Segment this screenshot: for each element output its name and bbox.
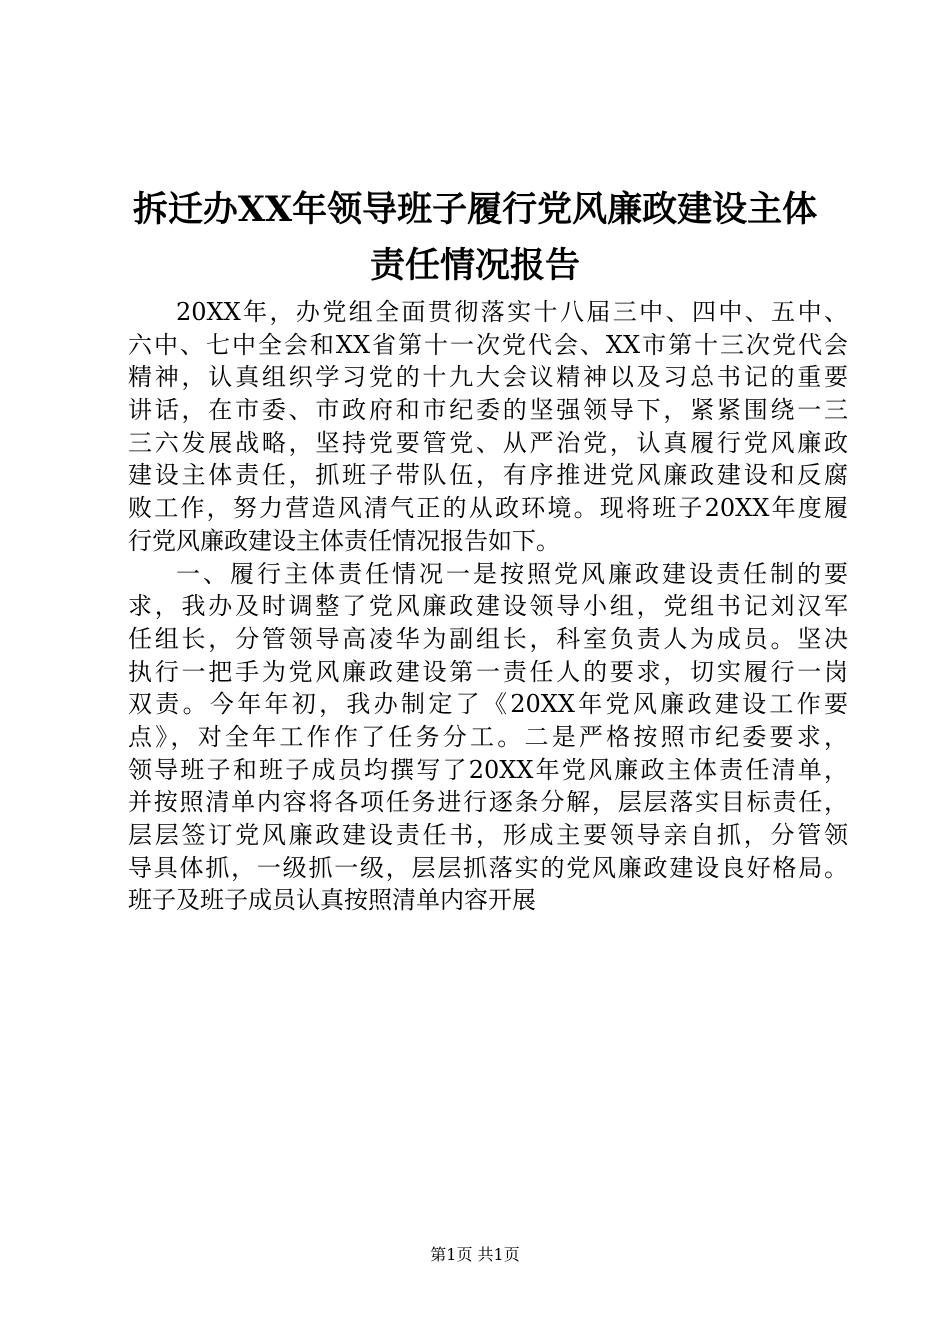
paragraph-line: 行党风廉政建设主体责任情况报告如下。 <box>128 526 560 555</box>
paragraph-line: 精神，认真组织学习党的十九大会议精神以及习总书记的重要 <box>128 363 848 392</box>
document-title-line-2: 责任情况报告 <box>369 245 580 286</box>
paragraph-line: 任组长，分管领导高凌华为副组长，科室负责人为成员。坚决 <box>128 624 848 653</box>
paragraph-line: 求，我办及时调整了党风廉政建设领导小组，党组书记刘汉军 <box>128 592 848 621</box>
paragraph-line: 执行一把手为党风廉政建设第一责任人的要求，切实履行一岗 <box>128 657 848 686</box>
paragraph-line: 层层签订党风廉政建设责任书，形成主要领导亲自抓，分管领 <box>128 821 848 849</box>
paragraph-line: 领导班子和班子成员均撰写了20XX年党风廉政主体责任清单， <box>128 755 848 784</box>
document-title-line-1: 拆迁办XX年领导班子履行党风廉政建设主体 <box>132 189 818 230</box>
paragraph-line: 导具体抓，一级抓一级，层层抓落实的党风廉政建设良好格局。 <box>128 853 848 882</box>
paragraph-line: 六中、七中全会和XX省第十一次党代会、XX市第十三次党代会 <box>128 330 848 359</box>
paragraph-2 <box>128 558 848 918</box>
paragraph-line: 一、履行主体责任情况一是按照党风廉政建设责任制的要 <box>176 559 848 588</box>
paragraph-line: 20XX年，办党组全面贯彻落实十八届三中、四中、五中、 <box>176 298 848 326</box>
paragraph-line: 班子及班子成员认真按照清单内容开展 <box>128 886 536 915</box>
paragraph-line: 点》，对全年工作作了任务分工。二是严格按照市纪委要求， <box>128 722 848 751</box>
paragraph-line: 讲话，在市委、市政府和市纪委的坚强领导下，紧紧围绕一三 <box>128 396 848 425</box>
paragraph-line: 三六发展战略，坚持党要管党、从严治党，认真履行党风廉政 <box>128 428 848 457</box>
document-body <box>128 296 848 917</box>
paragraph-line: 败工作，努力营造风清气正的从政环境。现将班子20XX年度履 <box>128 494 848 523</box>
paragraph-line: 双责。今年年初，我办制定了《20XX年党风廉政建设工作要 <box>128 690 848 719</box>
page-footer: 第1页 共1页 <box>430 1245 520 1264</box>
paragraph-line: 并按照清单内容将各项任务进行逐条分解，层层落实目标责任， <box>128 788 848 817</box>
paragraph-line: 建设主体责任，抓班子带队伍，有序推进党风廉政建设和反腐 <box>128 461 848 490</box>
paragraph-1 <box>128 296 848 558</box>
